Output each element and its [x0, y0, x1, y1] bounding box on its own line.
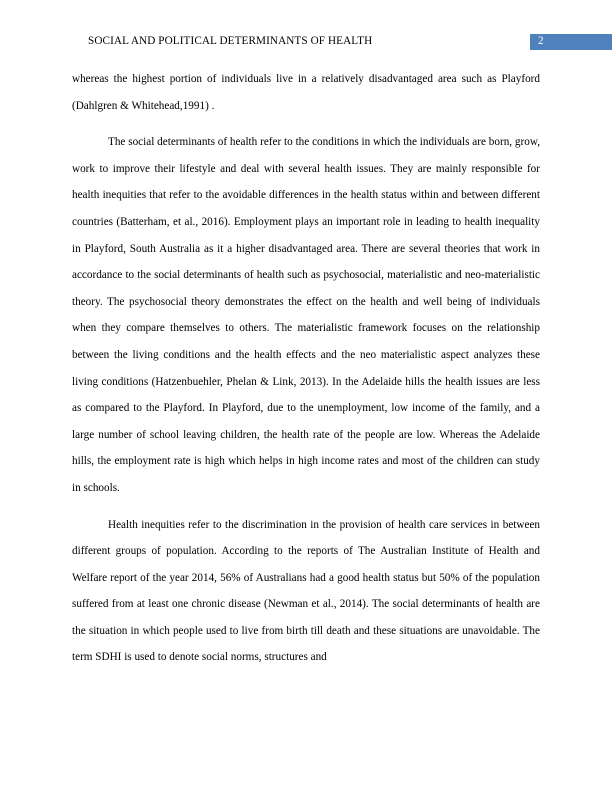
paragraph-social-determinants: The social determinants of health refer to the conditions in which the individuals are born, grow, work to improve their lifestyle and deal with several health issues. They are mainly responsible for health inequities that refer to the avoidable differences in the health status within and between different countries (Batterham, et al., 2016). Employment plays an important role in leading to health inequality in Playford, South Australia as it a higher disadvantaged area. There are several theories that work in accordance to the social determinants of health such as psychosocial, materialistic and neo-materialistic theory. The psychosocial theory demonstrates the effect on the health and well being of individuals when they compare themselves to others. The materialistic framework focuses on the relationship between the living conditions and the health effects and the neo materialistic aspect analyzes these living conditions (Hatzenbuehler, Phelan & Link, 2013). In the Adelaide hills the health issues are less as compared to the Playford. In Playford, due to the unemployment, low income of the family, and a large number of school leaving children, the health rate of the people are low. Whereas the Adelaide hills, the employment rate is high which helps in high income rates and most of the children can study in schools.	[72, 136, 540, 494]
page-number: 2	[538, 35, 544, 47]
page-number-box	[530, 34, 612, 50]
body-text	[72, 66, 540, 681]
paragraph-continuation: whereas the highest portion of individuals live in a relatively disadvantaged area such as Playford (Dahlgren & Whitehead,1991) .	[72, 73, 540, 112]
running-head: SOCIAL AND POLITICAL DETERMINANTS OF HEALTH	[88, 35, 373, 47]
paragraph-health-inequities: Health inequities refer to the discrimination in the provision of health care services in between different groups of population. According to the reports of The Australian Institute of Health and Welfare report of the year 2014, 56% of Australians had a good health status but 50% of the population suffered from at least one chronic disease (Newman et al., 2014). The social determinants of health are the situation in which people used to live from birth till death and these situations are unavoidable. The term SDHI is used to denote social norms, structures and	[72, 518, 540, 664]
